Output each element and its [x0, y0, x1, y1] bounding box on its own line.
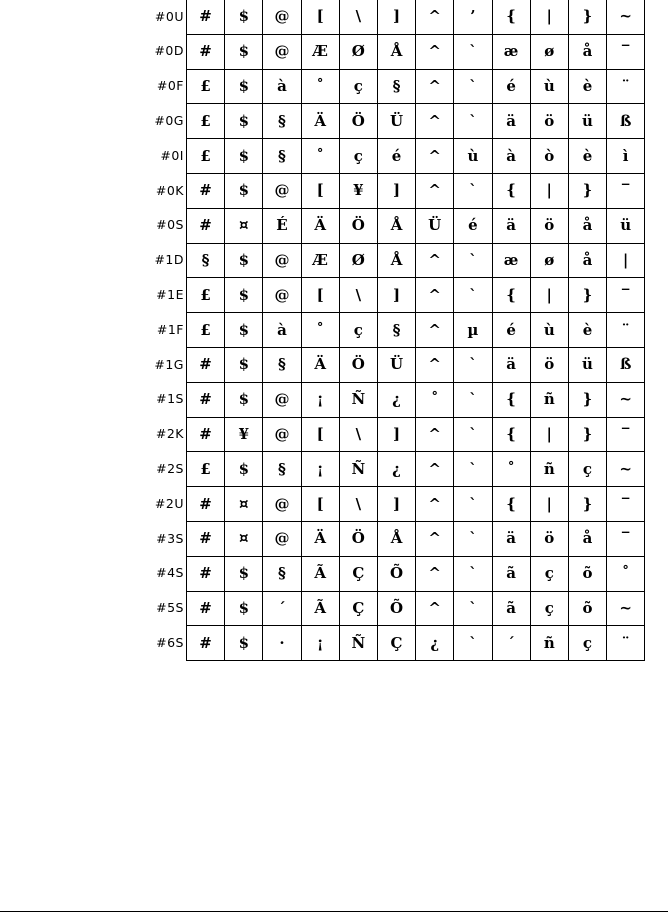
charset-code-label: #1S	[156, 391, 184, 407]
charset-glyph-cell: `	[454, 521, 492, 556]
charset-code-label: #4S	[156, 565, 184, 581]
charset-glyph-cell: @	[263, 487, 301, 522]
charset-glyph-cell: }	[568, 173, 606, 208]
charset-glyph-cell: ç	[568, 626, 606, 661]
charset-glyph-cell: [	[301, 0, 339, 34]
charset-glyph-cell: å	[568, 34, 606, 69]
charset-glyph-cell: £	[187, 452, 225, 487]
charset-code-label: #2K	[155, 426, 184, 442]
charset-code-label: #0F	[156, 78, 184, 94]
charset-glyph-cell: `	[454, 69, 492, 104]
charset-glyph-cell: £	[187, 139, 225, 174]
charset-code-label: #1F	[156, 321, 184, 337]
charset-row	[133, 69, 645, 104]
charset-glyph-cell: õ	[568, 591, 606, 626]
charset-glyph-cell: {	[492, 0, 530, 34]
charset-glyph-cell: ç	[339, 139, 377, 174]
charset-code-label: #0G	[154, 113, 184, 129]
charset-glyph-cell: ^	[416, 69, 454, 104]
charset-glyph-cell: ¥	[225, 417, 263, 452]
charset-glyph-cell: Ö	[339, 208, 377, 243]
charset-glyph-cell: ß	[607, 104, 645, 139]
charset-glyph-cell: {	[492, 382, 530, 417]
charset-row	[133, 243, 645, 278]
charset-glyph-cell: ¤	[225, 521, 263, 556]
charset-code-label: #1D	[154, 252, 184, 268]
charset-glyph-cell: }	[568, 278, 606, 313]
charset-glyph-cell: ~	[607, 452, 645, 487]
charset-glyph-cell: ˚	[607, 556, 645, 591]
charset-glyph-cell: Ä	[301, 347, 339, 382]
charset-glyph-cell: Ö	[339, 104, 377, 139]
charset-glyph-cell: Ü	[377, 104, 415, 139]
charset-glyph-cell: ø	[530, 243, 568, 278]
charset-glyph-cell: ç	[568, 452, 606, 487]
charset-glyph-cell: æ	[492, 243, 530, 278]
charset-code-label: #2S	[156, 461, 184, 476]
charset-glyph-cell: ~	[607, 0, 645, 34]
charset-glyph-cell: Å	[377, 243, 415, 278]
charset-glyph-cell: Å	[377, 34, 415, 69]
charset-glyph-cell: `	[454, 591, 492, 626]
charset-glyph-cell: Ä	[301, 521, 339, 556]
charset-glyph-cell: `	[454, 417, 492, 452]
charset-glyph-cell: Å	[377, 208, 415, 243]
charset-glyph-cell: ù	[454, 139, 492, 174]
charset-glyph-cell: ü	[568, 347, 606, 382]
charset-glyph-cell: ^	[416, 139, 454, 174]
charset-glyph-cell: ¨	[607, 626, 645, 661]
charset-glyph-cell: ˚	[416, 382, 454, 417]
charset-glyph-cell: Ã	[301, 591, 339, 626]
charset-row	[133, 139, 645, 174]
charset-glyph-cell: ù	[530, 313, 568, 348]
charset-glyph-cell: Ü	[377, 347, 415, 382]
charset-row	[133, 417, 645, 452]
charset-glyph-cell: ¿	[377, 382, 415, 417]
charset-glyph-cell: Ø	[339, 34, 377, 69]
charset-glyph-cell: ‾	[607, 278, 645, 313]
charset-glyph-cell: #	[187, 626, 225, 661]
charset-glyph-cell: ·	[263, 626, 301, 661]
charset-glyph-cell: ^	[416, 452, 454, 487]
charset-glyph-cell: [	[301, 417, 339, 452]
charset-glyph-cell: ç	[530, 591, 568, 626]
charset-glyph-cell: ^	[416, 243, 454, 278]
charset-glyph-cell: #	[187, 34, 225, 69]
charset-glyph-cell: ã	[492, 591, 530, 626]
charset-glyph-cell: ö	[530, 208, 568, 243]
charset-glyph-cell: ç	[339, 69, 377, 104]
charset-code-label: #5S	[156, 600, 184, 616]
charset-code-label: #1G	[154, 356, 184, 372]
charset-glyph-cell: #	[187, 417, 225, 452]
charset-glyph-cell: $	[225, 556, 263, 591]
charset-glyph-cell: ^	[416, 278, 454, 313]
charset-glyph-cell: ˚	[301, 313, 339, 348]
charset-glyph-cell: $	[225, 34, 263, 69]
charset-glyph-cell: ^	[416, 104, 454, 139]
charset-glyph-cell: }	[568, 417, 606, 452]
charset-glyph-cell: §	[377, 313, 415, 348]
charset-code-label: #0D	[154, 43, 184, 59]
charset-glyph-cell: $	[225, 313, 263, 348]
charset-glyph-cell: |	[530, 278, 568, 313]
charset-glyph-cell: }	[568, 0, 606, 34]
charset-glyph-cell: @	[263, 0, 301, 34]
charset-glyph-cell: ´	[263, 591, 301, 626]
charset-glyph-cell: ñ	[530, 452, 568, 487]
charset-glyph-cell: |	[530, 0, 568, 34]
charset-glyph-cell: [	[301, 487, 339, 522]
charset-glyph-cell: Õ	[377, 556, 415, 591]
charset-glyph-cell: ¿	[416, 626, 454, 661]
charset-glyph-cell: $	[225, 452, 263, 487]
charset-glyph-cell: $	[225, 626, 263, 661]
charset-row	[133, 34, 645, 69]
charset-row	[133, 591, 645, 626]
charset-glyph-cell: ä	[492, 104, 530, 139]
charset-glyph-cell: $	[225, 104, 263, 139]
charset-glyph-cell: ü	[568, 104, 606, 139]
charset-glyph-cell: @	[263, 278, 301, 313]
charset-glyph-cell: ñ	[530, 382, 568, 417]
charset-glyph-cell: ‾	[607, 34, 645, 69]
charset-glyph-cell: {	[492, 417, 530, 452]
charset-code-label: #3S	[156, 530, 184, 546]
charset-glyph-cell: \	[339, 487, 377, 522]
charset-glyph-cell: ì	[607, 139, 645, 174]
charset-glyph-cell: #	[187, 521, 225, 556]
charset-code-label: #0K	[155, 182, 184, 198]
charset-glyph-cell: à	[492, 139, 530, 174]
charset-glyph-cell: $	[225, 69, 263, 104]
charset-glyph-cell: ¤	[225, 487, 263, 522]
charset-glyph-cell: ‾	[607, 173, 645, 208]
charset-glyph-cell: Ä	[301, 104, 339, 139]
charset-glyph-cell: @	[263, 173, 301, 208]
charset-glyph-cell: $	[225, 382, 263, 417]
charset-glyph-cell: ]	[377, 417, 415, 452]
character-set-table	[133, 0, 645, 661]
charset-glyph-cell: `	[454, 104, 492, 139]
charset-glyph-cell: ~	[607, 382, 645, 417]
charset-glyph-cell: Ü	[416, 208, 454, 243]
charset-glyph-cell: ´	[492, 626, 530, 661]
charset-row	[133, 347, 645, 382]
charset-glyph-cell: ä	[492, 521, 530, 556]
charset-row	[133, 313, 645, 348]
charset-glyph-cell: $	[225, 243, 263, 278]
charset-glyph-cell: {	[492, 173, 530, 208]
charset-glyph-cell: ^	[416, 556, 454, 591]
charset-row	[133, 382, 645, 417]
charset-glyph-cell: `	[454, 556, 492, 591]
charset-glyph-cell: @	[263, 382, 301, 417]
charset-glyph-cell: µ	[454, 313, 492, 348]
charset-glyph-cell: ^	[416, 34, 454, 69]
charset-glyph-cell: Æ	[301, 243, 339, 278]
charset-glyph-cell: #	[187, 556, 225, 591]
charset-glyph-cell: Ç	[377, 626, 415, 661]
charset-glyph-cell: Ö	[339, 521, 377, 556]
charset-glyph-cell: Ç	[339, 591, 377, 626]
charset-code-label: #1E	[156, 287, 184, 303]
charset-glyph-cell: `	[454, 278, 492, 313]
charset-glyph-cell: ¥	[339, 173, 377, 208]
charset-glyph-cell: #	[187, 591, 225, 626]
charset-glyph-cell: Ñ	[339, 382, 377, 417]
charset-glyph-cell: £	[187, 313, 225, 348]
charset-glyph-cell: ä	[492, 208, 530, 243]
charset-glyph-cell: Ç	[339, 556, 377, 591]
charset-glyph-cell: Å	[377, 521, 415, 556]
charset-glyph-cell: #	[187, 0, 225, 34]
charset-glyph-cell: é	[454, 208, 492, 243]
charset-glyph-cell: $	[225, 278, 263, 313]
charset-row	[133, 0, 645, 34]
charset-row	[133, 278, 645, 313]
charset-glyph-cell: `	[454, 452, 492, 487]
charset-glyph-cell: è	[568, 139, 606, 174]
charset-glyph-cell: #	[187, 208, 225, 243]
charset-glyph-cell: ˚	[301, 139, 339, 174]
charset-glyph-cell: ß	[607, 347, 645, 382]
charset-glyph-cell: }	[568, 382, 606, 417]
charset-glyph-cell: @	[263, 34, 301, 69]
charset-glyph-cell: §	[263, 104, 301, 139]
charset-glyph-cell: {	[492, 487, 530, 522]
charset-glyph-cell: §	[263, 139, 301, 174]
charset-glyph-cell: }	[568, 487, 606, 522]
charset-glyph-cell: å	[568, 521, 606, 556]
charset-glyph-cell: $	[225, 591, 263, 626]
charset-glyph-cell: [	[301, 278, 339, 313]
charset-glyph-cell: ^	[416, 417, 454, 452]
charset-glyph-cell: `	[454, 382, 492, 417]
charset-glyph-cell: ]	[377, 487, 415, 522]
charset-glyph-cell: |	[607, 243, 645, 278]
charset-glyph-cell: ‾	[607, 487, 645, 522]
charset-glyph-cell: \	[339, 0, 377, 34]
character-set-table-body	[133, 0, 645, 661]
charset-glyph-cell: Ã	[301, 556, 339, 591]
charset-row	[133, 556, 645, 591]
charset-glyph-cell: ä	[492, 347, 530, 382]
charset-glyph-cell: ¡	[301, 382, 339, 417]
charset-glyph-cell: ¨	[607, 69, 645, 104]
charset-glyph-cell: £	[187, 104, 225, 139]
charset-glyph-cell: ^	[416, 487, 454, 522]
charset-glyph-cell: ^	[416, 0, 454, 34]
charset-glyph-cell: ù	[530, 69, 568, 104]
charset-glyph-cell: \	[339, 278, 377, 313]
charset-glyph-cell: \	[339, 417, 377, 452]
charset-code-label: #6S	[156, 634, 184, 650]
charset-glyph-cell: {	[492, 278, 530, 313]
charset-glyph-cell: §	[187, 243, 225, 278]
charset-glyph-cell: õ	[568, 556, 606, 591]
charset-glyph-cell: |	[530, 487, 568, 522]
charset-glyph-cell: |	[530, 417, 568, 452]
charset-row	[133, 626, 645, 661]
charset-glyph-cell: $	[225, 139, 263, 174]
charset-glyph-cell: £	[187, 69, 225, 104]
charset-glyph-cell: É	[263, 208, 301, 243]
charset-glyph-cell: å	[568, 243, 606, 278]
charset-glyph-cell: ^	[416, 173, 454, 208]
charset-glyph-cell: ö	[530, 347, 568, 382]
charset-glyph-cell: Æ	[301, 34, 339, 69]
charset-glyph-cell: ~	[607, 591, 645, 626]
charset-glyph-cell: `	[454, 243, 492, 278]
charset-glyph-cell: $	[225, 173, 263, 208]
charset-glyph-cell: æ	[492, 34, 530, 69]
charset-glyph-cell: ö	[530, 521, 568, 556]
charset-glyph-cell: `	[454, 173, 492, 208]
charset-glyph-cell: ˚	[492, 452, 530, 487]
charset-glyph-cell: Ö	[339, 347, 377, 382]
charset-glyph-cell: ¿	[377, 452, 415, 487]
charset-glyph-cell: ]	[377, 278, 415, 313]
charset-glyph-cell: Ñ	[339, 452, 377, 487]
charset-glyph-cell: |	[530, 173, 568, 208]
charset-glyph-cell: ]	[377, 173, 415, 208]
charset-glyph-cell: è	[568, 69, 606, 104]
charset-glyph-cell: ^	[416, 591, 454, 626]
charset-glyph-cell: ç	[339, 313, 377, 348]
charset-glyph-cell: Ä	[301, 208, 339, 243]
footer-rule	[0, 911, 668, 912]
charset-glyph-cell: `	[454, 487, 492, 522]
charset-glyph-cell: ¤	[225, 208, 263, 243]
charset-glyph-cell: é	[377, 139, 415, 174]
charset-glyph-cell: ¡	[301, 452, 339, 487]
charset-glyph-cell: `	[454, 347, 492, 382]
charset-code-label: #0S	[156, 217, 184, 233]
charset-glyph-cell: ^	[416, 313, 454, 348]
charset-row	[133, 521, 645, 556]
charset-row	[133, 208, 645, 243]
charset-glyph-cell: #	[187, 173, 225, 208]
charset-glyph-cell: ‾	[607, 521, 645, 556]
charset-glyph-cell: ‾	[607, 417, 645, 452]
charset-glyph-cell: ç	[530, 556, 568, 591]
charset-glyph-cell: ø	[530, 34, 568, 69]
charset-glyph-cell: ò	[530, 139, 568, 174]
charset-glyph-cell: ã	[492, 556, 530, 591]
charset-glyph-cell: ¨	[607, 313, 645, 348]
charset-glyph-cell: §	[263, 452, 301, 487]
charset-row	[133, 452, 645, 487]
charset-glyph-cell: ]	[377, 0, 415, 34]
charset-glyph-cell: #	[187, 382, 225, 417]
charset-glyph-cell: à	[263, 313, 301, 348]
charset-glyph-cell: ’	[454, 0, 492, 34]
charset-glyph-cell: $	[225, 347, 263, 382]
charset-glyph-cell: £	[187, 278, 225, 313]
charset-glyph-cell: Õ	[377, 591, 415, 626]
charset-glyph-cell: ˚	[301, 69, 339, 104]
charset-glyph-cell: è	[568, 313, 606, 348]
charset-glyph-cell: Ñ	[339, 626, 377, 661]
charset-glyph-cell: `	[454, 626, 492, 661]
charset-code-label: #0U	[154, 8, 184, 24]
charset-glyph-cell: ü	[607, 208, 645, 243]
charset-glyph-cell: ñ	[530, 626, 568, 661]
charset-glyph-cell: [	[301, 173, 339, 208]
charset-glyph-cell: $	[225, 0, 263, 34]
charset-glyph-cell: §	[263, 556, 301, 591]
charset-glyph-cell: @	[263, 243, 301, 278]
charset-glyph-cell: ö	[530, 104, 568, 139]
charset-glyph-cell: ¡	[301, 626, 339, 661]
charset-glyph-cell: §	[263, 347, 301, 382]
charset-glyph-cell: å	[568, 208, 606, 243]
charset-row	[133, 173, 645, 208]
charset-glyph-cell: #	[187, 487, 225, 522]
charset-glyph-cell: Ø	[339, 243, 377, 278]
charset-glyph-cell: §	[377, 69, 415, 104]
charset-glyph-cell: é	[492, 313, 530, 348]
charset-glyph-cell: @	[263, 417, 301, 452]
charset-glyph-cell: @	[263, 521, 301, 556]
charset-row	[133, 487, 645, 522]
charset-code-label: #2U	[154, 495, 184, 511]
charset-glyph-cell: ^	[416, 347, 454, 382]
charset-glyph-cell: `	[454, 34, 492, 69]
charset-glyph-cell: à	[263, 69, 301, 104]
charset-code-label: #0I	[160, 147, 184, 163]
charset-glyph-cell: ^	[416, 521, 454, 556]
charset-glyph-cell: #	[187, 347, 225, 382]
charset-glyph-cell: é	[492, 69, 530, 104]
charset-row	[133, 104, 645, 139]
